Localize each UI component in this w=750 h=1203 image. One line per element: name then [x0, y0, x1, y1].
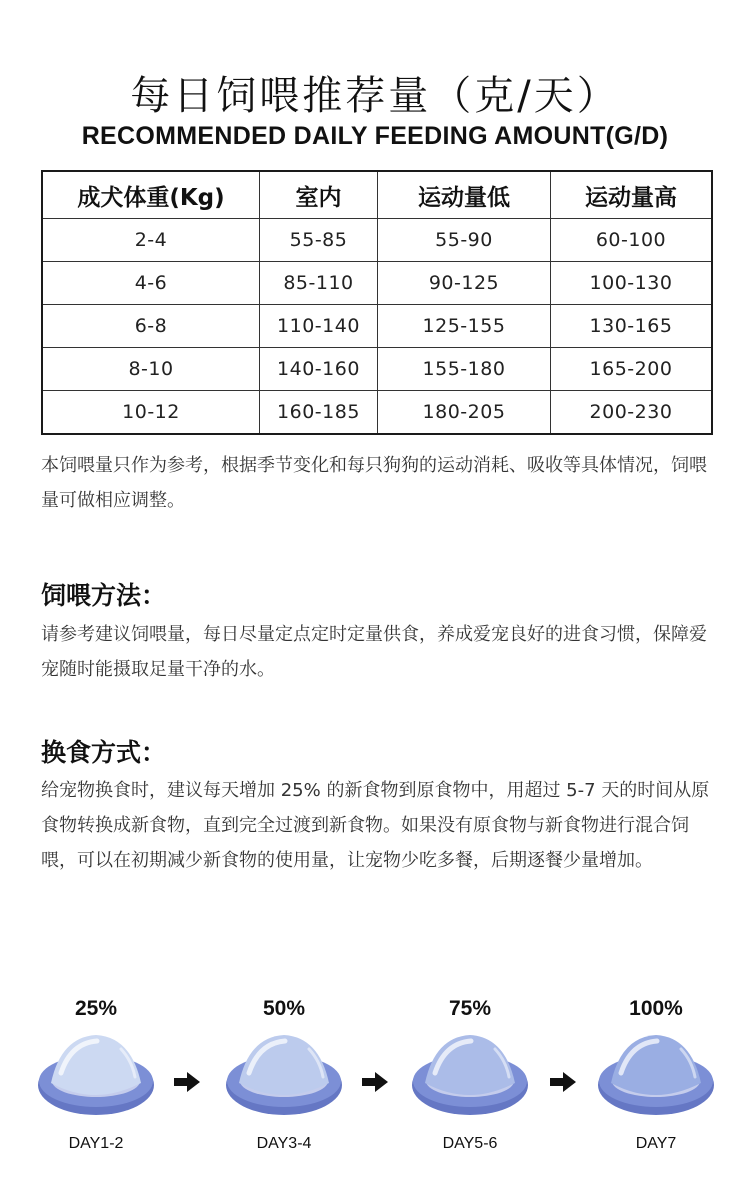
food-bowl-icon: [597, 1029, 715, 1121]
step-percent: 100%: [629, 997, 683, 1020]
table-cell: 60-100: [551, 219, 713, 262]
table-cell: 155-180: [378, 348, 551, 391]
table-header-low-activity: 运动量低: [378, 171, 551, 219]
step-day: DAY1-2: [68, 1135, 124, 1152]
table-header-row: [42, 171, 712, 219]
table-cell: 55-90: [378, 219, 551, 262]
table-header-high-activity: 运动量高: [551, 171, 713, 219]
table-cell: 125-155: [378, 305, 551, 348]
page-title: 每日饲喂推荐量（克/天）: [130, 73, 620, 119]
page-subtitle: RECOMMENDED DAILY FEEDING AMOUNT(G/D): [81, 122, 669, 150]
feeding-note: 本饲喂量只作为参考，根据季节变化和每只狗狗的运动消耗、吸收等具体情况，饲喂量可做相应调整。: [41, 455, 707, 511]
arrow-right-icon: [362, 1072, 388, 1092]
table-cell: 110-140: [260, 305, 378, 348]
food-bowl-icon: [225, 1029, 343, 1121]
switching-text: 给宠物换食时，建议每天增加 25% 的新食物到原食物中，用超过 5-7 天的时间从原食物转换成新食物，直到完全过渡到新食物。如果没有原食物与新食物进行混合饲喂，可以在初期减少新食物的使用量，让宠物少吃多餐，后期逐餐少量增加。: [41, 780, 710, 871]
step-percent: 50%: [262, 997, 306, 1020]
table-row: [42, 219, 712, 262]
feeding-table: [41, 170, 713, 435]
table-cell: 180-205: [378, 391, 551, 435]
table-cell: 130-165: [551, 305, 713, 348]
table-cell: 10-12: [42, 391, 260, 435]
step-percent: 75%: [448, 997, 492, 1020]
table-cell: 85-110: [260, 262, 378, 305]
food-bowl-icon: [411, 1029, 529, 1121]
food-bowl-icon: [37, 1029, 155, 1121]
table-cell: 90-125: [378, 262, 551, 305]
table-header-indoor: 室内: [260, 171, 378, 219]
table-row: [42, 262, 712, 305]
table-row: [42, 348, 712, 391]
arrow-right-icon: [550, 1072, 576, 1092]
table-row: [42, 391, 712, 435]
step-percent: 25%: [74, 997, 118, 1020]
step-day: DAY5-6: [442, 1135, 498, 1152]
table-cell: 55-85: [260, 219, 378, 262]
table-cell: 140-160: [260, 348, 378, 391]
table-cell: 165-200: [551, 348, 713, 391]
table-cell: 160-185: [260, 391, 378, 435]
table-cell: 2-4: [42, 219, 260, 262]
feeding-method-heading: 饲喂方法：: [41, 581, 167, 610]
step-day: DAY7: [635, 1135, 677, 1152]
table-header-weight: 成犬体重(Kg): [42, 171, 260, 219]
table-cell: 8-10: [42, 348, 260, 391]
table-row: [42, 305, 712, 348]
table-cell: 100-130: [551, 262, 713, 305]
switching-heading: 换食方式：: [41, 738, 167, 767]
table-cell: 6-8: [42, 305, 260, 348]
table-cell: 4-6: [42, 262, 260, 305]
feeding-method-text: 请参考建议饲喂量，每日尽量定点定时定量供食，养成爱宠良好的进食习惯，保障爱宠随时能摄取足量干净的水。: [41, 624, 707, 680]
arrow-right-icon: [174, 1072, 200, 1092]
table-cell: 200-230: [551, 391, 713, 435]
step-day: DAY3-4: [256, 1135, 312, 1152]
